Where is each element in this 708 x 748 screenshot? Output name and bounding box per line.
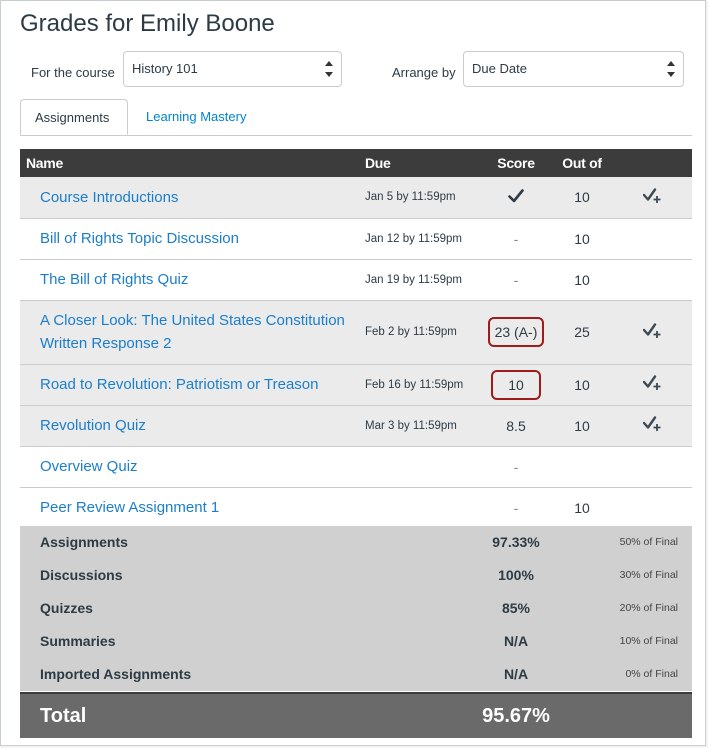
grades-table	[20, 149, 692, 529]
points-possible: 10	[552, 364, 612, 405]
grade-summary	[20, 526, 692, 691]
column-header-name[interactable]: Name	[20, 149, 365, 177]
due-date: Jan 12 by 11:59pm	[365, 218, 480, 259]
tab-bar	[20, 99, 692, 136]
assignment-link[interactable]: Overview Quiz	[40, 458, 138, 475]
due-date	[365, 446, 480, 487]
points-possible: 10	[552, 405, 612, 446]
checkmark-plus-icon[interactable]	[643, 188, 661, 204]
points-possible: 10	[552, 177, 612, 218]
select-arrows-icon	[325, 61, 333, 77]
page-title: Grades for Emily Boone	[20, 10, 275, 37]
summary-group-weight: 30% of Final	[619, 569, 678, 581]
score: 8.5	[480, 405, 552, 446]
total-row	[20, 692, 692, 738]
summary-group-percent: 85%	[501, 600, 531, 616]
assignment-link[interactable]: The Bill of Rights Quiz	[40, 271, 189, 288]
summary-group-weight: 50% of Final	[619, 536, 678, 548]
score-highlighted[interactable]: 23 (A-)	[488, 317, 545, 347]
arrange-by-select[interactable]	[463, 51, 684, 87]
due-date: Jan 19 by 11:59pm	[365, 259, 480, 300]
assignment-link[interactable]: Peer Review Assignment 1	[40, 499, 220, 516]
summary-row	[20, 559, 692, 592]
table-row	[20, 446, 692, 487]
summary-group-percent: N/A	[503, 666, 529, 682]
table-row	[20, 405, 692, 446]
score: -	[480, 487, 552, 528]
checkmark-plus-icon[interactable]	[643, 416, 661, 432]
table-row	[20, 487, 692, 528]
summary-group-name: Imported Assignments	[40, 666, 192, 682]
summary-row	[20, 526, 692, 559]
score-checkmark-icon	[480, 177, 552, 218]
score: -	[480, 259, 552, 300]
summary-row	[20, 658, 692, 691]
summary-group-name: Quizzes	[40, 600, 93, 616]
total-percent: 95.67%	[482, 705, 550, 727]
column-header-score[interactable]: Score	[480, 149, 552, 177]
summary-group-percent: 100%	[498, 567, 534, 583]
tab-assignments[interactable]: Assignments	[20, 99, 128, 135]
assignment-link[interactable]: Road to Revolution: Patriotism or Treason	[40, 376, 319, 393]
assignment-link[interactable]: A Closer Look: The United States Constitution Written Response 2	[40, 312, 345, 352]
summary-row	[20, 592, 692, 625]
summary-group-weight: 0% of Final	[625, 668, 678, 680]
score: -	[480, 446, 552, 487]
checkmark-plus-icon[interactable]	[643, 375, 661, 391]
table-row	[20, 218, 692, 259]
summary-row	[20, 625, 692, 658]
points-possible	[552, 446, 612, 487]
summary-group-weight: 10% of Final	[619, 635, 678, 647]
points-possible: 25	[552, 300, 612, 364]
tab-learning-mastery[interactable]: Learning Mastery	[146, 109, 247, 124]
table-row	[20, 300, 692, 364]
course-select[interactable]	[123, 51, 342, 87]
course-select-value: History 101	[132, 61, 198, 76]
table-row	[20, 364, 692, 405]
total-label: Total	[40, 705, 87, 727]
summary-group-name: Discussions	[40, 567, 123, 583]
summary-group-percent: N/A	[503, 633, 529, 649]
due-date: Feb 2 by 11:59pm	[365, 300, 480, 364]
table-row	[20, 177, 692, 218]
select-arrows-icon	[667, 61, 675, 77]
due-date: Jan 5 by 11:59pm	[365, 177, 480, 218]
course-filter-label: For the course	[31, 65, 115, 80]
summary-group-name: Assignments	[40, 534, 128, 550]
summary-group-name: Summaries	[40, 633, 116, 649]
assignment-link[interactable]: Course Introductions	[40, 188, 179, 206]
points-possible: 10	[552, 259, 612, 300]
column-header-out-of[interactable]: Out of	[552, 149, 612, 177]
table-header-row	[20, 149, 692, 177]
arrange-by-label: Arrange by	[392, 65, 456, 80]
summary-group-weight: 20% of Final	[619, 602, 678, 614]
due-date: Mar 3 by 11:59pm	[365, 405, 480, 446]
due-date	[365, 487, 480, 528]
column-header-due[interactable]: Due	[365, 149, 480, 177]
assignment-link[interactable]: Revolution Quiz	[40, 417, 146, 434]
assignment-link[interactable]: Bill of Rights Topic Discussion	[40, 230, 239, 247]
table-row	[20, 259, 692, 300]
column-header-icon	[612, 149, 692, 177]
arrange-by-select-value: Due Date	[472, 61, 527, 76]
due-date: Feb 16 by 11:59pm	[365, 364, 480, 405]
points-possible: 10	[552, 218, 612, 259]
checkmark-plus-icon[interactable]	[643, 323, 661, 339]
summary-group-percent: 97.33%	[492, 534, 540, 550]
score: -	[480, 218, 552, 259]
points-possible: 10	[552, 487, 612, 528]
score-highlighted[interactable]: 10	[491, 370, 541, 400]
